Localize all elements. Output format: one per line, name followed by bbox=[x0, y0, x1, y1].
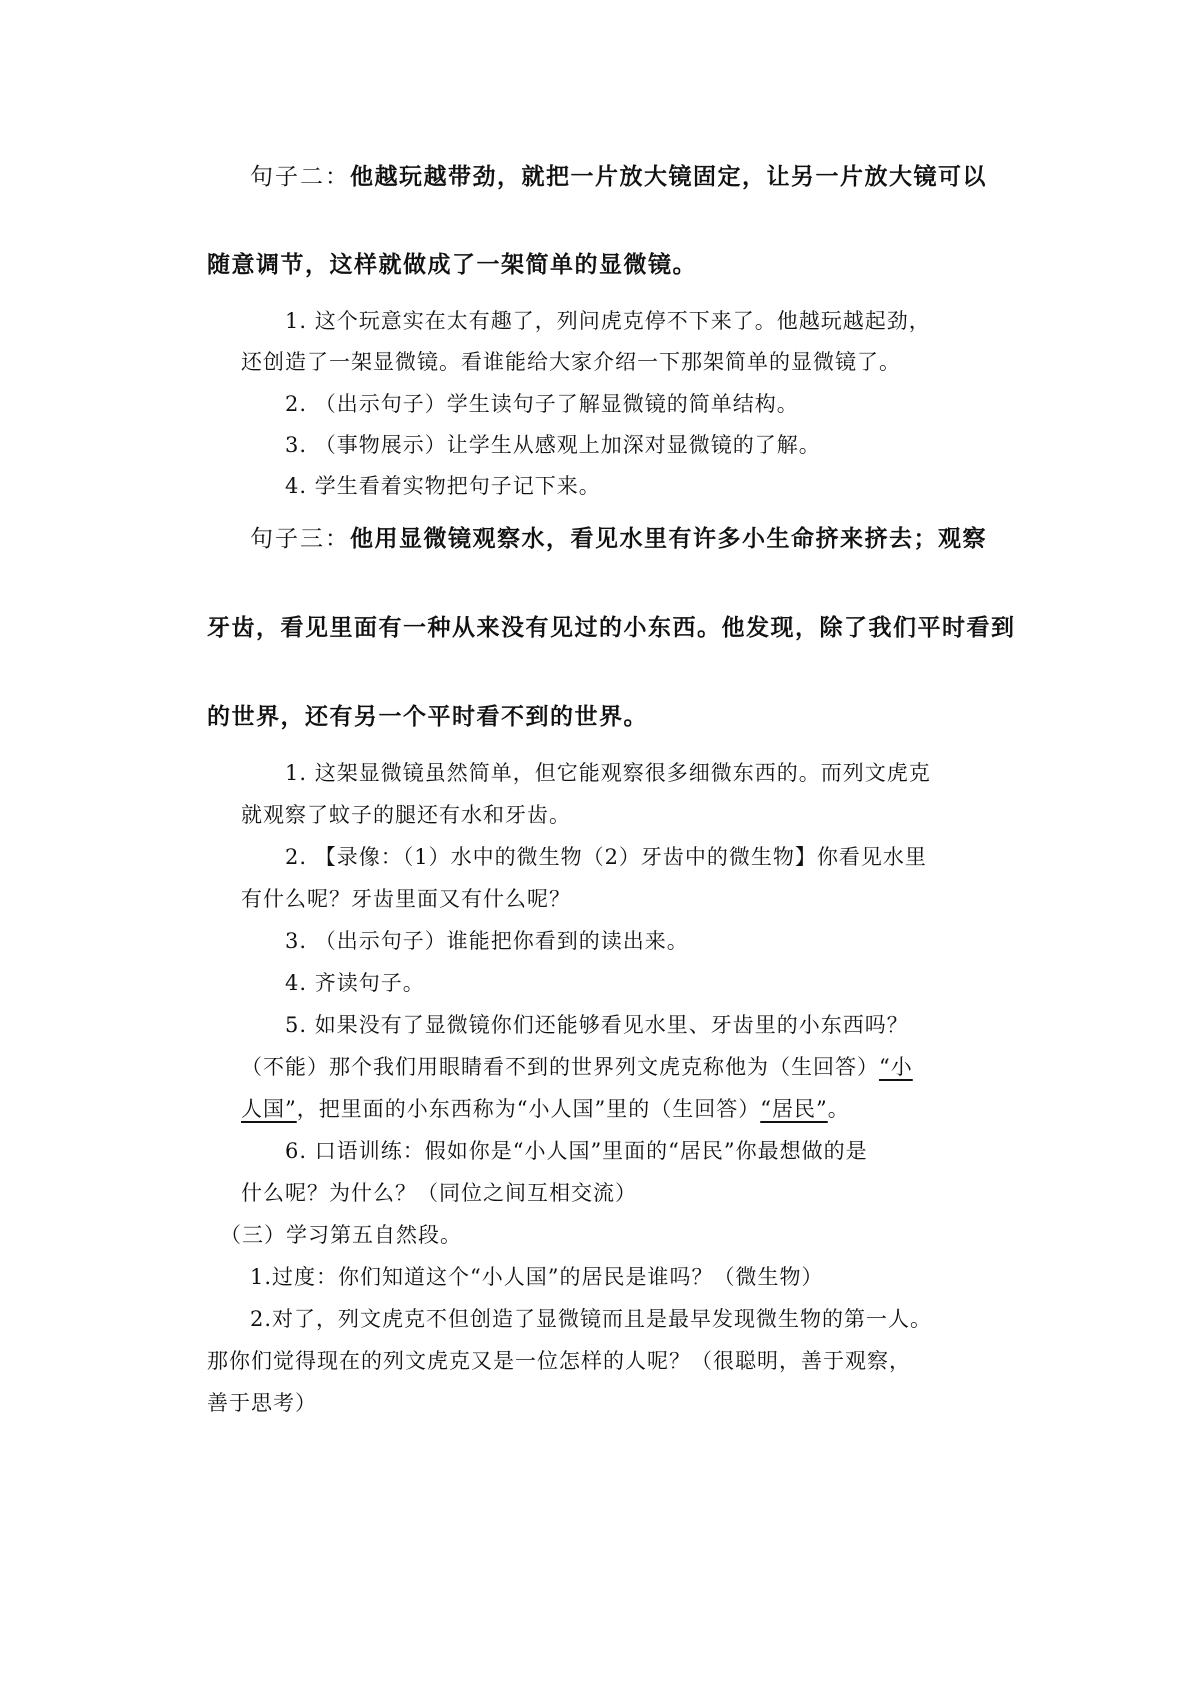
sentence-three-line-1 bbox=[250, 524, 987, 554]
s2-item-3: 3. （事物展示）让学生从感观上加深对显微镜的了解。 bbox=[285, 433, 821, 457]
sentence-two-text-1: 他越玩越带劲，就把一片放大镜固定，让另一片放大镜可以 bbox=[350, 164, 987, 190]
sentence-three-text-1: 他用显微镜观察水，看见水里有许多小生命挤来挤去；观察 bbox=[350, 526, 987, 552]
section-three-para-2a: 2.对了，列文虎克不但创造了显微镜而且是最早发现微生物的第一人。 bbox=[250, 1307, 933, 1331]
s3-item-5b bbox=[241, 1052, 913, 1082]
sentence-two-label: 句子二： bbox=[250, 164, 350, 190]
s3-item-2b: 有什么呢？牙齿里面又有什么呢？ bbox=[241, 887, 571, 911]
s3-item-5c-text: ，把里面的小东西称为“小人国”里的（生回答） bbox=[296, 1097, 761, 1121]
section-three-para-2c: 善于思考） bbox=[207, 1391, 317, 1415]
s3-item-5c bbox=[241, 1094, 850, 1124]
s2-item-4: 4. 学生看着实物把句子记下来。 bbox=[285, 474, 601, 498]
s3-item-5c-end: 。 bbox=[827, 1097, 850, 1121]
s3-item-4: 4. 齐读句子。 bbox=[285, 971, 425, 995]
s2-item-2: 2. （出示句子）学生读句子了解显微镜的简单结构。 bbox=[285, 392, 799, 416]
sentence-three-line-2 bbox=[207, 613, 1016, 643]
s3-item-1a: 1. 这架显微镜虽然简单，但它能观察很多细微东西的。而列文虎克 bbox=[285, 761, 931, 785]
sentence-three-label: 句子三： bbox=[250, 526, 350, 552]
s3-item-6a: 6. 口语训练：假如你是“小人国”里面的“居民”你最想做的是 bbox=[285, 1139, 868, 1163]
sentence-three-text-2: 牙齿，看见里面有一种从来没有见过的小东西。他发现，除了我们平时看到 bbox=[207, 615, 1016, 641]
s3-item-5a: 5. 如果没有了显微镜你们还能够看见水里、牙齿里的小东西吗？ bbox=[285, 1013, 909, 1037]
answer-small-people-country-part-1: “小 bbox=[879, 1055, 913, 1079]
answer-small-people-country-part-2: 人国” bbox=[241, 1097, 297, 1121]
sentence-two-line-1 bbox=[250, 162, 987, 192]
sentence-three-line-3 bbox=[207, 702, 648, 732]
s3-item-3: 3. （出示句子）谁能把你看到的读出来。 bbox=[285, 929, 689, 953]
sentence-two-text-2: 随意调节，这样就做成了一架简单的显微镜。 bbox=[207, 252, 697, 278]
section-three-heading: （三）学习第五自然段。 bbox=[220, 1223, 462, 1247]
s3-item-5b-text: （不能）那个我们用眼睛看不到的世界列文虎克称他为（生回答） bbox=[241, 1055, 879, 1079]
s3-item-6b: 什么呢？为什么？（同位之间互相交流） bbox=[241, 1181, 637, 1205]
answer-residents: “居民” bbox=[760, 1097, 828, 1121]
s2-item-1b: 还创造了一架显微镜。看谁能给大家介绍一下那架简单的显微镜了。 bbox=[241, 350, 901, 374]
s3-item-2a: 2. 【录像：（1）水中的微生物（2）牙齿中的微生物】你看见水里 bbox=[285, 845, 927, 869]
s3-item-1b: 就观察了蚊子的腿还有水和牙齿。 bbox=[241, 803, 571, 827]
section-three-para-2b: 那你们觉得现在的列文虎克又是一位怎样的人呢？（很聪明，善于观察， bbox=[207, 1349, 911, 1373]
sentence-three-text-3: 的世界，还有另一个平时看不到的世界。 bbox=[207, 704, 648, 730]
sentence-two-line-2 bbox=[207, 250, 697, 280]
section-three-para-1: 1.过度：你们知道这个“小人国”的居民是谁吗？（微生物） bbox=[250, 1265, 824, 1289]
s2-item-1a: 1. 这个玩意实在太有趣了，列问虎克停不下来了。他越玩越起劲， bbox=[285, 309, 931, 333]
